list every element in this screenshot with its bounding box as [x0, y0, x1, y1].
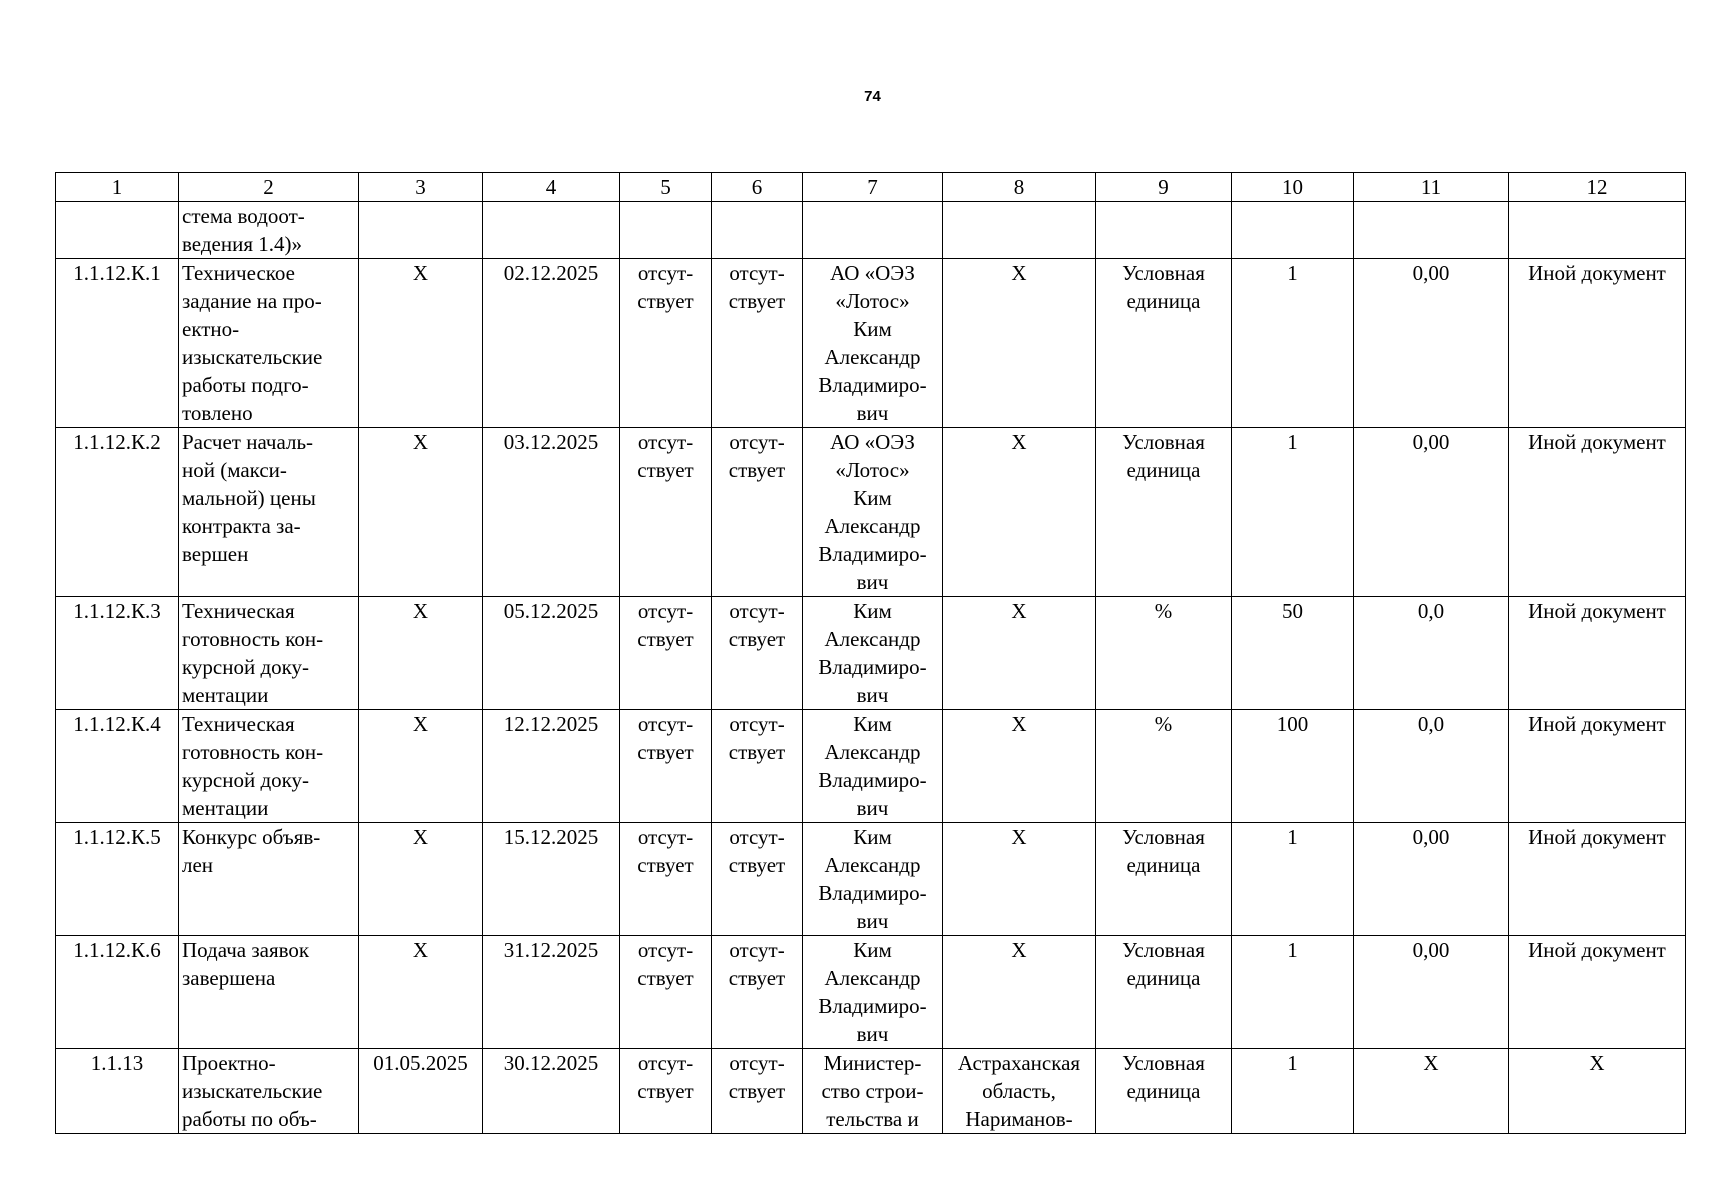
cell-location — [943, 202, 1096, 259]
cell-responsible — [803, 202, 943, 259]
cell-unit — [1096, 202, 1232, 259]
column-header: 5 — [620, 173, 712, 202]
cell-document-type — [1509, 202, 1686, 259]
cell-budget: 0,0 — [1354, 597, 1509, 710]
column-header: 3 — [359, 173, 483, 202]
cell-successor: отсут- ствует — [712, 597, 803, 710]
cell-row-number: 1.1.12.К.5 — [56, 823, 179, 936]
cell-unit: Условная единица — [1096, 259, 1232, 428]
column-header: 1 — [56, 173, 179, 202]
cell-event-name: Расчет началь- ной (макси- мальной) цены контракта за- вершен — [179, 428, 359, 597]
cell-row-number: 1.1.12.К.4 — [56, 710, 179, 823]
table-row — [56, 597, 1686, 710]
cell-row-number: 1.1.12.К.3 — [56, 597, 179, 710]
cell-end-date: 02.12.2025 — [483, 259, 620, 428]
cell-predecessor: отсут- ствует — [620, 936, 712, 1049]
cell-start-date: Х — [359, 823, 483, 936]
cell-location: Х — [943, 259, 1096, 428]
cell-budget: 0,00 — [1354, 936, 1509, 1049]
cell-event-name: Техническое задание на про- ектно- изыскательские работы подго- товлено — [179, 259, 359, 428]
cell-end-date: 31.12.2025 — [483, 936, 620, 1049]
cell-row-number: 1.1.13 — [56, 1049, 179, 1134]
cell-event-name: Техническая готовность кон- курсной доку- ментации — [179, 710, 359, 823]
cell-value: 1 — [1232, 259, 1354, 428]
cell-value — [1232, 202, 1354, 259]
cell-responsible: Ким Александр Владимиро- вич — [803, 823, 943, 936]
table-row — [56, 936, 1686, 1049]
cell-unit: Условная единица — [1096, 428, 1232, 597]
cell-event-name: Конкурс объяв- лен — [179, 823, 359, 936]
cell-location: Астраханская область, Нариманов- — [943, 1049, 1096, 1134]
cell-event-name: Техническая готовность кон- курсной доку- ментации — [179, 597, 359, 710]
cell-document-type: Иной документ — [1509, 710, 1686, 823]
cell-start-date: Х — [359, 259, 483, 428]
cell-successor: отсут- ствует — [712, 1049, 803, 1134]
cell-responsible: Ким Александр Владимиро- вич — [803, 936, 943, 1049]
cell-predecessor: отсут- ствует — [620, 823, 712, 936]
cell-value: 1 — [1232, 823, 1354, 936]
cell-budget: 0,00 — [1354, 259, 1509, 428]
cell-end-date: 15.12.2025 — [483, 823, 620, 936]
cell-document-type: Иной документ — [1509, 597, 1686, 710]
cell-unit: % — [1096, 710, 1232, 823]
cell-row-number: 1.1.12.К.1 — [56, 259, 179, 428]
cell-end-date: 12.12.2025 — [483, 710, 620, 823]
cell-document-type: Иной документ — [1509, 259, 1686, 428]
cell-end-date — [483, 202, 620, 259]
column-header: 8 — [943, 173, 1096, 202]
column-header: 6 — [712, 173, 803, 202]
cell-responsible: Ким Александр Владимиро- вич — [803, 710, 943, 823]
page-number: 74 — [864, 88, 881, 105]
cell-predecessor: отсут- ствует — [620, 1049, 712, 1134]
cell-successor: отсут- ствует — [712, 710, 803, 823]
cell-event-name: Подача заявок завершена — [179, 936, 359, 1049]
cell-predecessor: отсут- ствует — [620, 259, 712, 428]
document-table — [55, 172, 1686, 1134]
cell-start-date: Х — [359, 936, 483, 1049]
cell-budget: 0,00 — [1354, 823, 1509, 936]
cell-start-date: Х — [359, 710, 483, 823]
column-header: 9 — [1096, 173, 1232, 202]
cell-unit: % — [1096, 597, 1232, 710]
cell-end-date: 30.12.2025 — [483, 1049, 620, 1134]
cell-event-name: Проектно- изыскательские работы по объ- — [179, 1049, 359, 1134]
cell-start-date: 01.05.2025 — [359, 1049, 483, 1134]
cell-responsible: Министер- ство строи- тельства и — [803, 1049, 943, 1134]
column-number-row — [56, 173, 1686, 202]
column-header: 7 — [803, 173, 943, 202]
cell-end-date: 05.12.2025 — [483, 597, 620, 710]
table-row — [56, 202, 1686, 259]
cell-value: 1 — [1232, 428, 1354, 597]
cell-unit: Условная единица — [1096, 936, 1232, 1049]
cell-document-type: Иной документ — [1509, 936, 1686, 1049]
cell-successor: отсут- ствует — [712, 823, 803, 936]
cell-unit: Условная единица — [1096, 823, 1232, 936]
column-header: 11 — [1354, 173, 1509, 202]
cell-document-type: Иной документ — [1509, 428, 1686, 597]
cell-end-date: 03.12.2025 — [483, 428, 620, 597]
table-row — [56, 710, 1686, 823]
cell-successor: отсут- ствует — [712, 936, 803, 1049]
cell-successor: отсут- ствует — [712, 428, 803, 597]
cell-location: Х — [943, 823, 1096, 936]
cell-predecessor: отсут- ствует — [620, 710, 712, 823]
cell-value: 50 — [1232, 597, 1354, 710]
cell-budget: 0,0 — [1354, 710, 1509, 823]
column-header: 2 — [179, 173, 359, 202]
table-row — [56, 823, 1686, 936]
cell-location: Х — [943, 936, 1096, 1049]
cell-predecessor: отсут- ствует — [620, 597, 712, 710]
cell-responsible: АО «ОЭЗ «Лотос» Ким Александр Владимиро- вич — [803, 428, 943, 597]
cell-responsible: АО «ОЭЗ «Лотос» Ким Александр Владимиро- вич — [803, 259, 943, 428]
cell-start-date: Х — [359, 428, 483, 597]
table-row — [56, 428, 1686, 597]
cell-value: 100 — [1232, 710, 1354, 823]
cell-event-name: стема водоот- ведения 1.4)» — [179, 202, 359, 259]
cell-predecessor — [620, 202, 712, 259]
cell-document-type: Х — [1509, 1049, 1686, 1134]
cell-location: Х — [943, 710, 1096, 823]
cell-budget: 0,00 — [1354, 428, 1509, 597]
cell-budget — [1354, 202, 1509, 259]
cell-value: 1 — [1232, 1049, 1354, 1134]
cell-successor — [712, 202, 803, 259]
column-header: 12 — [1509, 173, 1686, 202]
cell-start-date: Х — [359, 597, 483, 710]
cell-row-number: 1.1.12.К.2 — [56, 428, 179, 597]
cell-successor: отсут- ствует — [712, 259, 803, 428]
cell-row-number — [56, 202, 179, 259]
cell-value: 1 — [1232, 936, 1354, 1049]
cell-document-type: Иной документ — [1509, 823, 1686, 936]
table-row — [56, 259, 1686, 428]
cell-location: Х — [943, 428, 1096, 597]
cell-predecessor: отсут- ствует — [620, 428, 712, 597]
cell-unit: Условная единица — [1096, 1049, 1232, 1134]
table-row — [56, 1049, 1686, 1134]
cell-responsible: Ким Александр Владимиро- вич — [803, 597, 943, 710]
column-header: 10 — [1232, 173, 1354, 202]
cell-location: Х — [943, 597, 1096, 710]
cell-row-number: 1.1.12.К.6 — [56, 936, 179, 1049]
cell-start-date — [359, 202, 483, 259]
cell-budget: Х — [1354, 1049, 1509, 1134]
column-header: 4 — [483, 173, 620, 202]
